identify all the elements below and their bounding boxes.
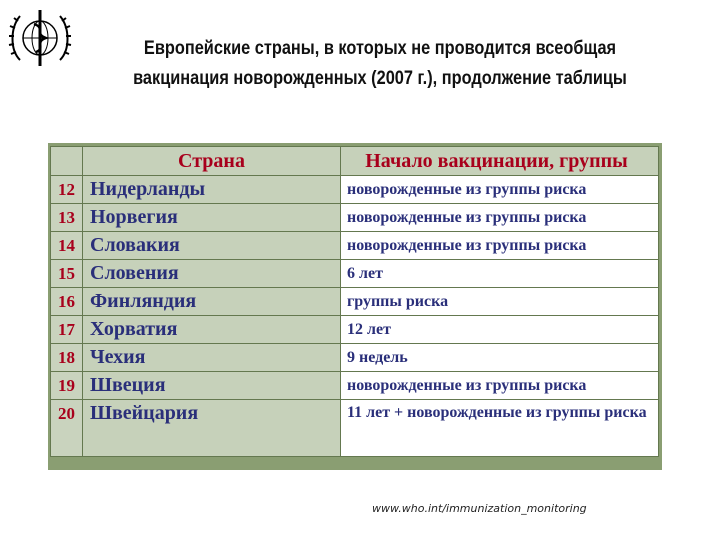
- row-country: Норвегия: [83, 204, 341, 232]
- row-country: Швеция: [83, 372, 341, 400]
- table-row: [51, 344, 659, 372]
- row-country: Словения: [83, 260, 341, 288]
- table-row: [51, 176, 659, 204]
- table-row: [51, 260, 659, 288]
- title-line-2: вакцинация новорожденных (2007 г.), продолжение таблицы: [133, 68, 627, 89]
- row-num: 17: [51, 316, 83, 344]
- table-row: [51, 288, 659, 316]
- row-start: 6 лет: [341, 260, 659, 288]
- who-emblem-icon: [6, 4, 74, 72]
- row-num: 12: [51, 176, 83, 204]
- title-line-1: Европейские страны, в которых не проводится всеобщая: [143, 38, 617, 59]
- row-country: Нидерланды: [83, 176, 341, 204]
- source-url: www.who.int/immunization_monitoring: [372, 502, 587, 515]
- table-row: [51, 232, 659, 260]
- row-start: 11 лет + новорожденные из группы риска: [341, 400, 659, 457]
- row-start: новорожденные из группы риска: [341, 232, 659, 260]
- row-start: новорожденные из группы риска: [341, 176, 659, 204]
- row-start: группы риска: [341, 288, 659, 316]
- row-country: Швейцария: [83, 400, 341, 457]
- row-num: 19: [51, 372, 83, 400]
- row-num: 15: [51, 260, 83, 288]
- row-start: 12 лет: [341, 316, 659, 344]
- header-country: Страна: [83, 147, 341, 176]
- row-num: 14: [51, 232, 83, 260]
- row-num: 20: [51, 400, 83, 457]
- table-header-row: [51, 147, 659, 176]
- table-row: [51, 204, 659, 232]
- table-row: [51, 372, 659, 400]
- row-country: Финляндия: [83, 288, 341, 316]
- row-country: Хорватия: [83, 316, 341, 344]
- row-num: 16: [51, 288, 83, 316]
- row-start: новорожденные из группы риска: [341, 372, 659, 400]
- header-start: Начало вакцинации, группы: [341, 147, 659, 176]
- countries-table: [50, 146, 659, 457]
- row-country: Словакия: [83, 232, 341, 260]
- table-row: [51, 400, 659, 457]
- row-num: 18: [51, 344, 83, 372]
- header-num: [51, 147, 83, 176]
- row-country: Чехия: [83, 344, 341, 372]
- row-num: 13: [51, 204, 83, 232]
- page-title: [122, 34, 638, 94]
- table-row: [51, 316, 659, 344]
- row-start: новорожденные из группы риска: [341, 204, 659, 232]
- row-start: 9 недель: [341, 344, 659, 372]
